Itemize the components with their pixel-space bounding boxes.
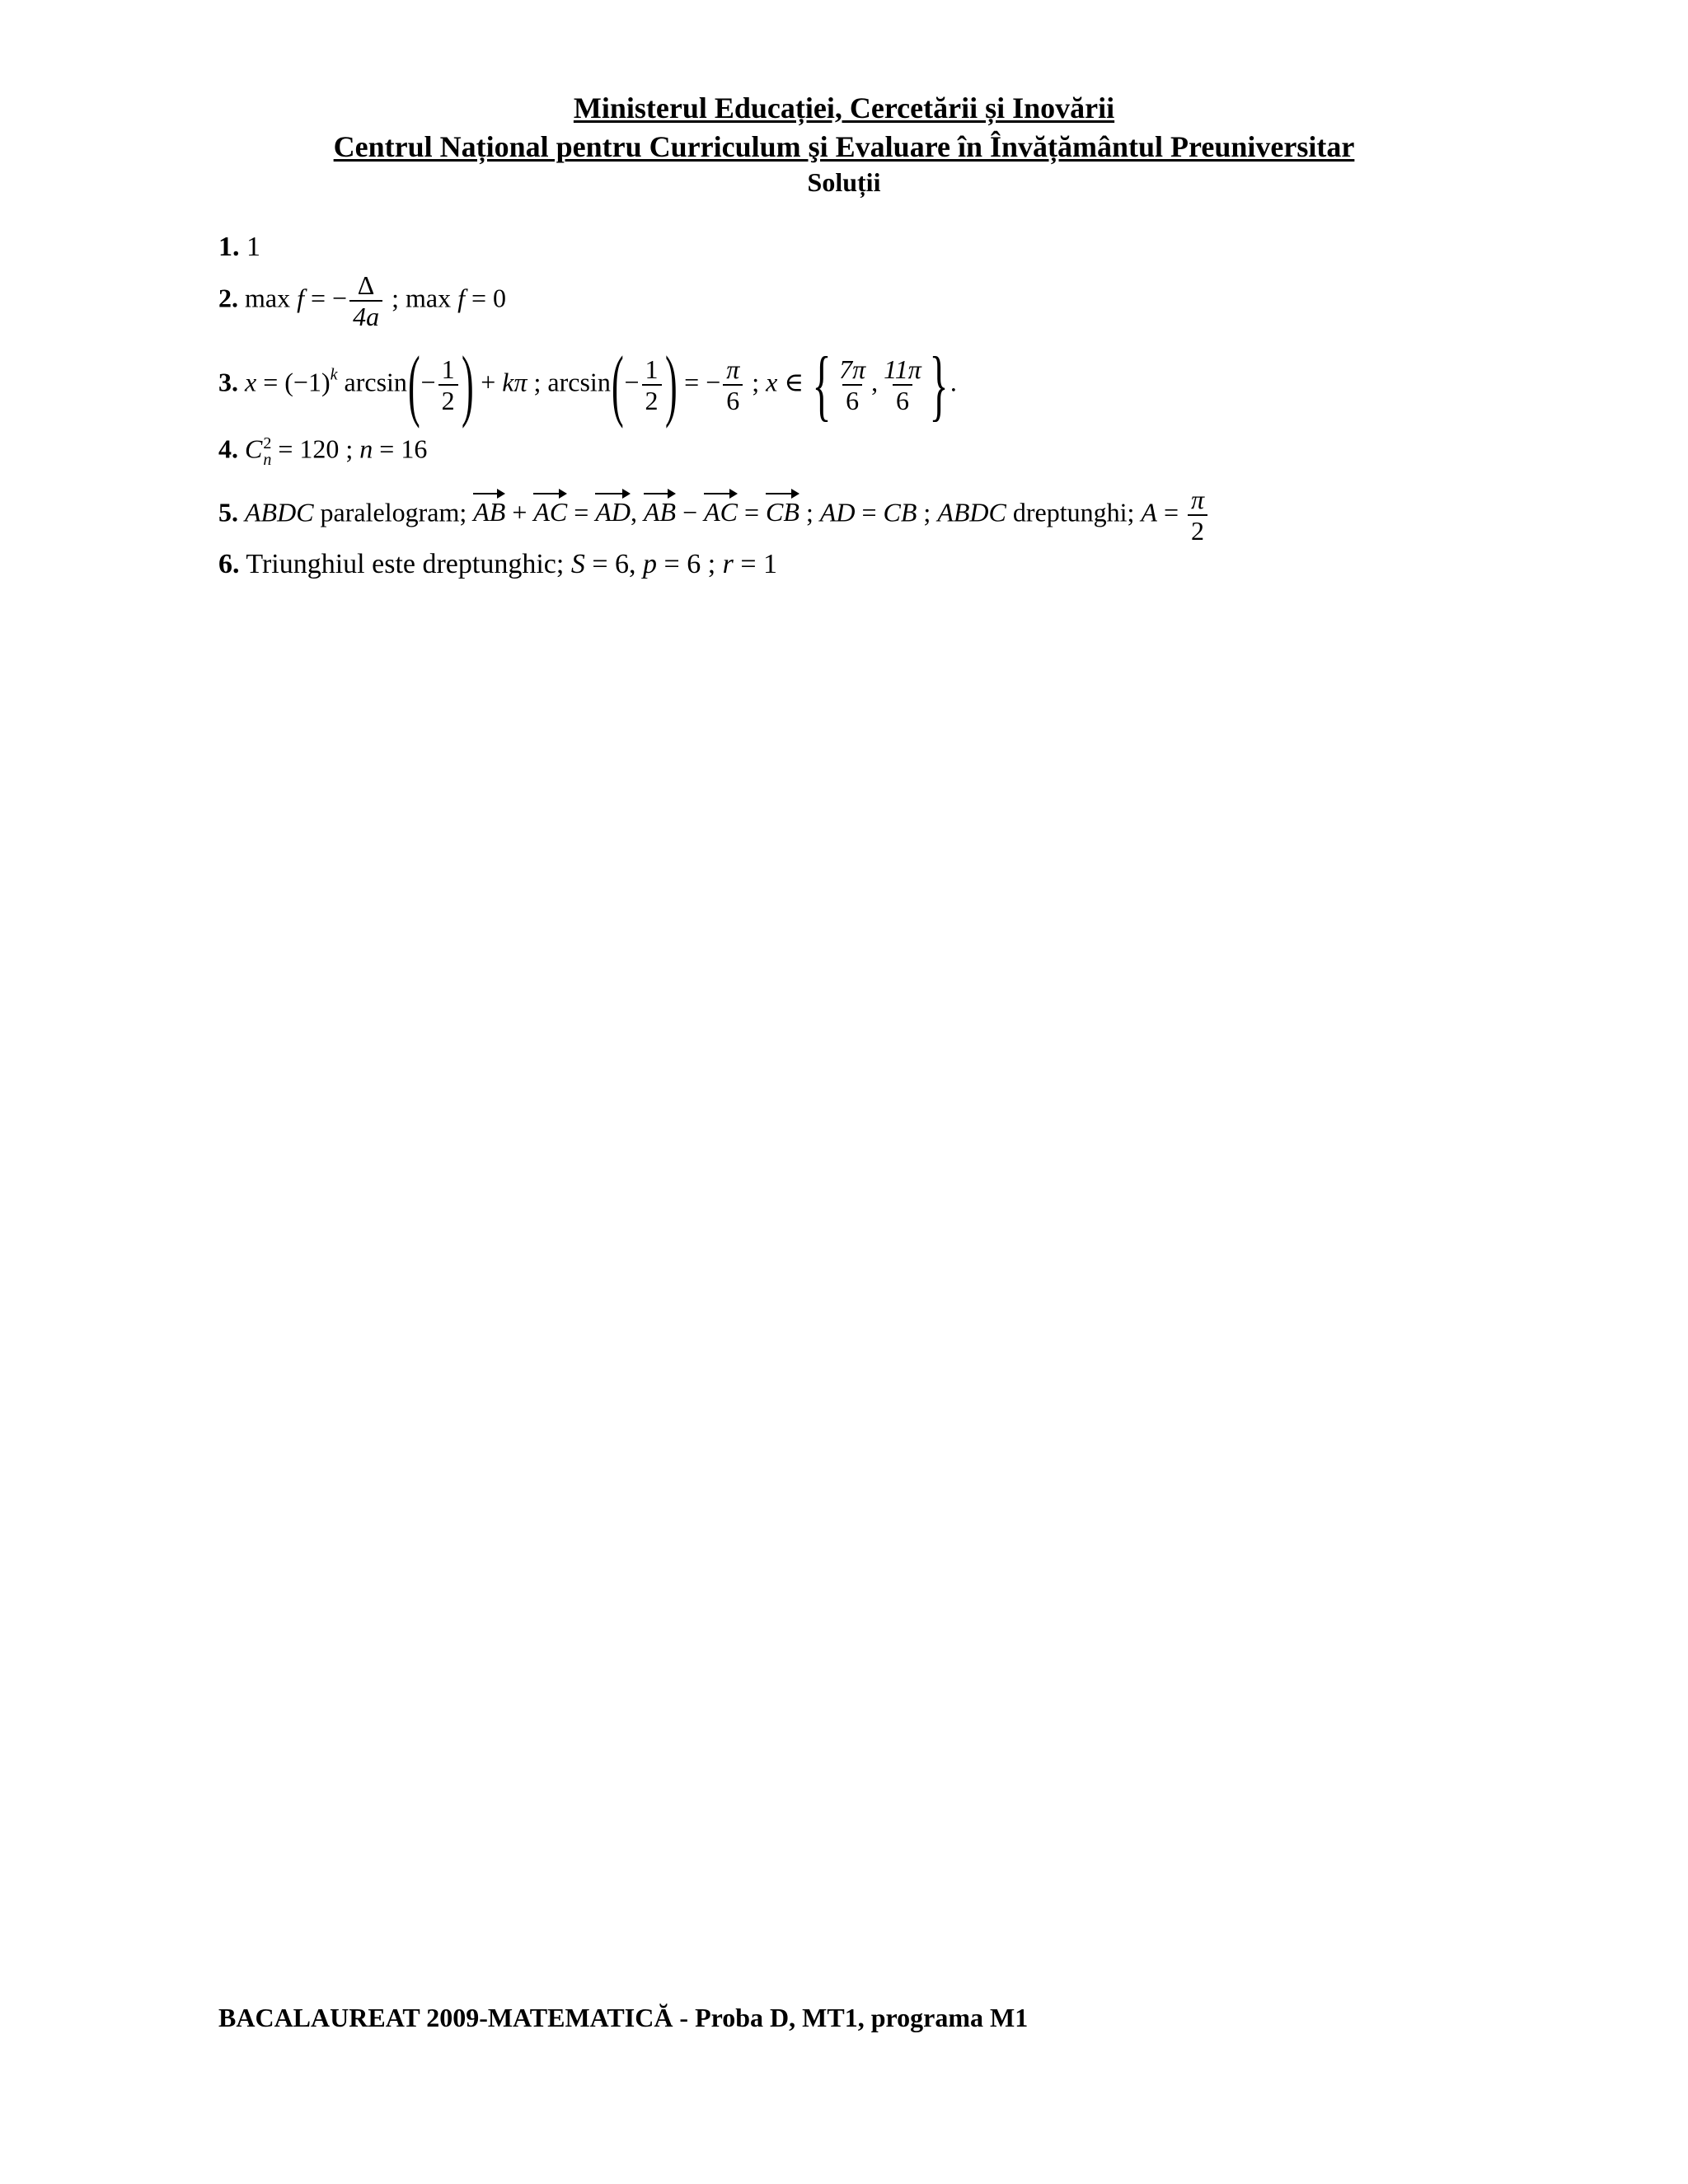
- solution-1: 1. 1: [218, 232, 260, 262]
- solution-2: 2. max f = − $\frac{\Delta}{4a}$ ; max f = 0: [218, 270, 506, 331]
- center-title: Centrul Național pentru Curriculum şi Evaluare în Învățământul Preuniversitar: [333, 130, 1355, 163]
- solution-6: 6. Triunghiul este dreptunghic; S = 6, p = 6 ; r = 1: [218, 549, 778, 579]
- solutions-title: Soluții: [807, 167, 881, 197]
- solution-4: 4. C 2 n = 120 ; n = 16: [218, 434, 428, 469]
- page-footer: BACALAUREAT 2009-MATEMATICĂ - Proba D, MT1, programa M1: [218, 2003, 1029, 2032]
- solution-5: 5. ABDC paralelogram; AB + AC = AD, AB − AC = CB ; AD = CB ; ABDC dreptunghi; A = $\frac{\pi}{2}$: [218, 486, 1210, 544]
- solution-3: 3. $x = (-1)^k$ arcsin(− $\frac{1}{2}$ ) + kπ ; arcsin(− $\frac{1}{2}$ ) = − $\frac{\pi}{6}$ ; x ∈ { $\frac{7\pi}{6}$ , $\frac{11\pi}{6}$ }.: [218, 340, 957, 429]
- ministry-title: Ministerul Educației, Cercetării și Inovării: [573, 91, 1115, 124]
- fraction-delta-over-4a: $\frac{\Delta}{4a}$: [349, 272, 382, 330]
